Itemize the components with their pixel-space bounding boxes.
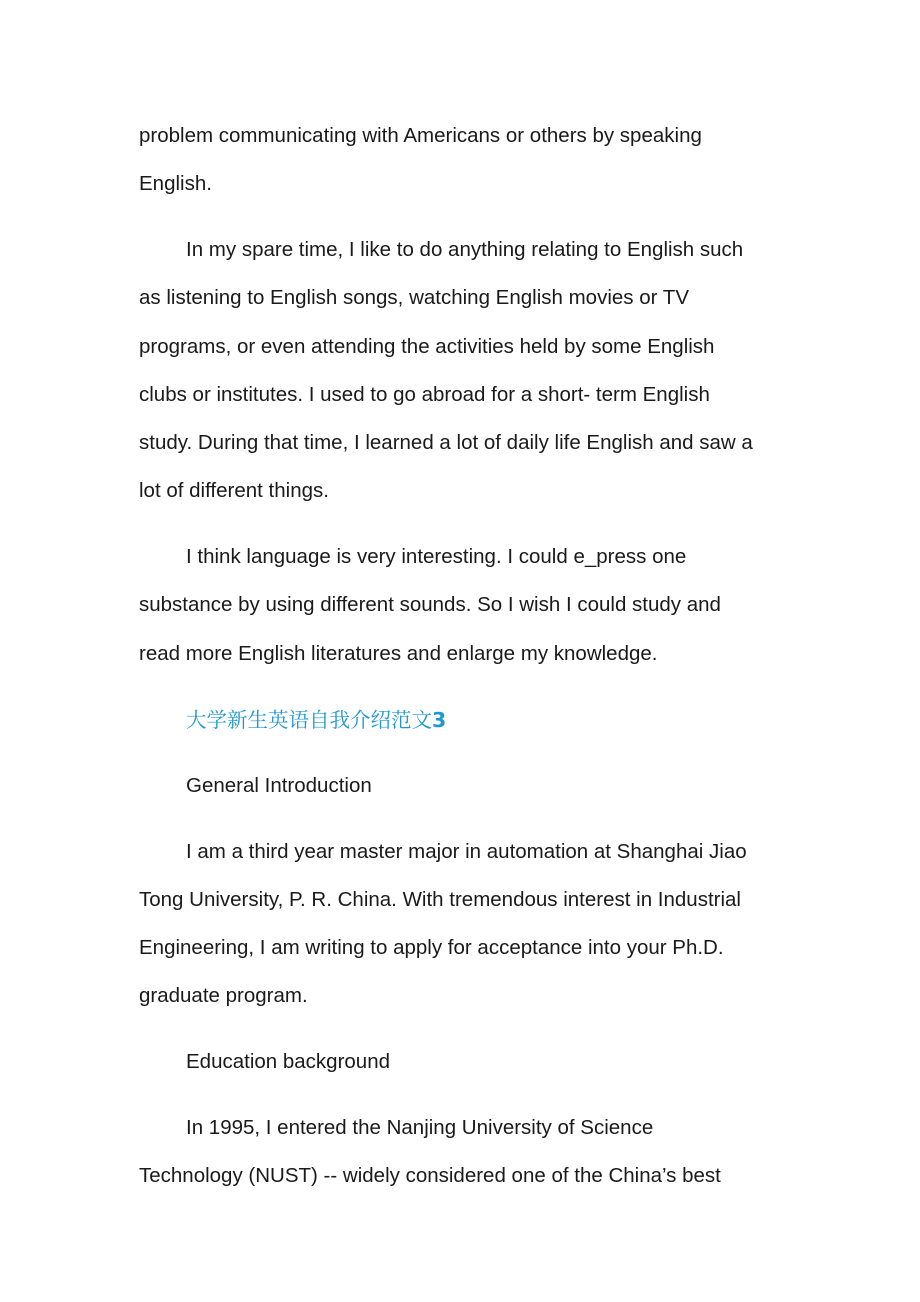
- text-line: as listening to English songs, watching English movies or TV: [139, 286, 689, 310]
- paragraph-spare-time: [139, 226, 784, 515]
- text-line: General Introduction: [186, 773, 372, 797]
- document-body: [139, 112, 784, 1218]
- text-line: graduate program.: [139, 984, 308, 1008]
- section-heading-number: 3: [432, 707, 447, 732]
- text-line: English.: [139, 172, 212, 196]
- paragraph-communication-continued: [139, 112, 784, 208]
- text-line: In 1995, I entered the Nanjing University of Science: [186, 1116, 654, 1140]
- subheading-general-introduction: [139, 762, 784, 810]
- text-line: I am a third year master major in automation at Shanghai Jiao: [186, 839, 747, 863]
- text-line: In my spare time, I like to do anything relating to English such: [186, 238, 744, 262]
- text-line: Tong University, P. R. China. With tremendous interest in Industrial: [139, 887, 741, 911]
- text-line: Technology (NUST) -- widely considered one of the China’s best: [139, 1164, 721, 1188]
- text-line: I think language is very interesting. I could e_press one: [186, 545, 687, 569]
- paragraph-introduction: [139, 828, 784, 1021]
- text-line: study. During that time, I learned a lot of daily life English and saw a: [139, 431, 753, 455]
- subheading-education-background: [139, 1038, 784, 1086]
- text-line: read more English literatures and enlarge my knowledge.: [139, 641, 658, 665]
- paragraph-language-interest: [139, 533, 784, 678]
- text-line: programs, or even attending the activities held by some English: [139, 334, 715, 358]
- text-line: lot of different things.: [139, 479, 329, 503]
- paragraph-education: [139, 1104, 784, 1200]
- text-line: Education background: [186, 1050, 391, 1074]
- section-heading-text: 大学新生英语自我介绍范文: [186, 707, 432, 732]
- section-heading: [139, 696, 784, 744]
- text-line: substance by using different sounds. So I wish I could study and: [139, 593, 721, 617]
- text-line: problem communicating with Americans or others by speaking: [139, 124, 702, 147]
- text-line: Engineering, I am writing to apply for acceptance into your Ph.D.: [139, 936, 724, 960]
- text-line: clubs or institutes. I used to go abroad for a short- term English: [139, 382, 710, 406]
